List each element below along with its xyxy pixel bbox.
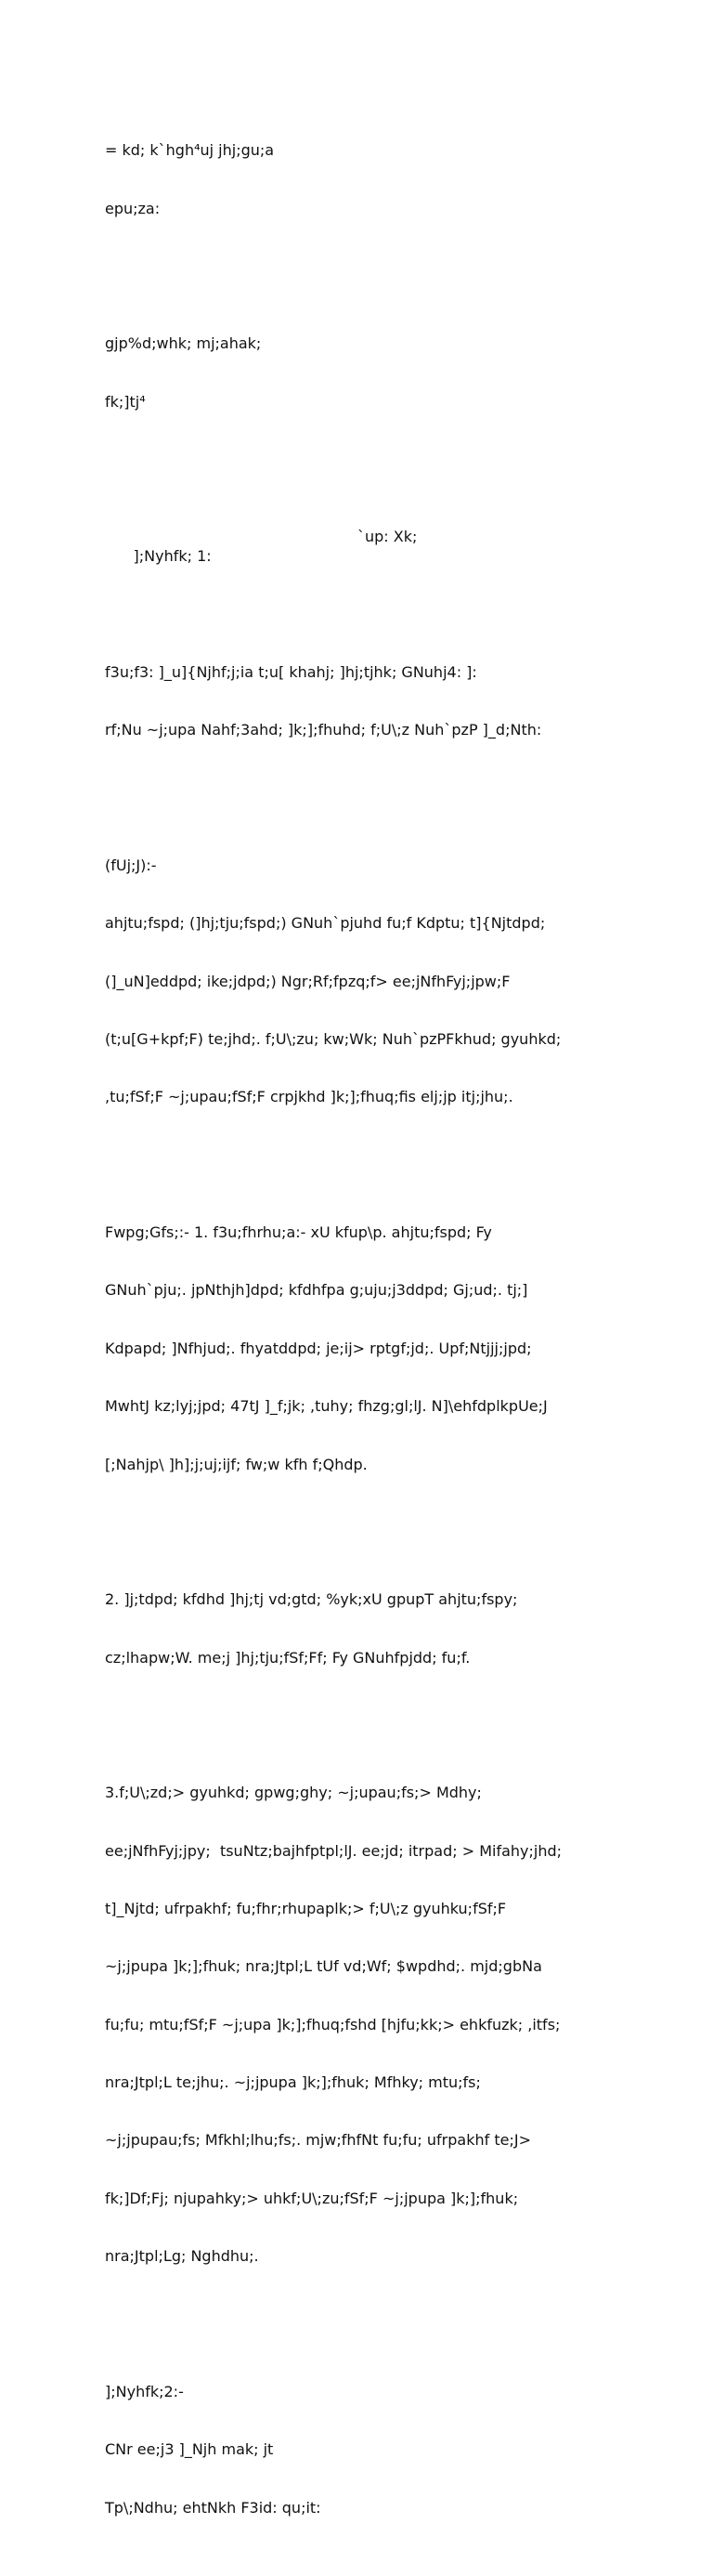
paragraph-gap xyxy=(105,779,625,799)
paragraph-gap xyxy=(105,1706,625,1726)
notes-line: MwhtJ kz;lyj;jpd; 47tJ ]_f;jk; ,tuhy; fhzg;gl;lJ. N]\ehfdplkpUe;J xyxy=(105,1397,548,1416)
verse-line: f3u;f3: ]_u]{Njhf;j;ia t;u[ khahj; ]hj;tjhk; GNuhj4: ]: xyxy=(105,662,477,681)
verse-line: Tp\;Ndhu; ehtNkh F3id: qu;it: xyxy=(105,2498,321,2517)
verse-number: ];Nyhfk; 1: xyxy=(133,547,212,566)
verse-heading xyxy=(105,528,625,566)
notes-line: nra;Jtpl;Lg; Nghdhu;. xyxy=(105,2247,259,2266)
verse-line: CNr ee;j3 ]_Njh mak; jt xyxy=(105,2440,274,2459)
paragraph-gap xyxy=(105,586,625,606)
meaning-line: (]_uN]eddpd; ike;jdpd;) Ngr;Rf;fpzq;f> ee;jNfhFyj;jpw;F xyxy=(105,972,511,990)
address-line: gjp%d;whk; mj;ahak; xyxy=(105,334,262,353)
notes-line: GNuh`pju;. jpNthjh]dpd; kfdhfpa g;uju;j3ddpd; Gj;ud;. tj;] xyxy=(105,1281,528,1300)
meaning-line: ,tu;fSf;F ~j;upau;fSf;F crpjkhd ]k;];fhuq;fis elj;jp itj;jhu;. xyxy=(105,1088,513,1106)
paragraph-gap xyxy=(105,1513,625,1533)
header-line: = kd; k`hgh⁴uj jhj;gu;a xyxy=(105,141,275,160)
notes-line: Fwpg;Gfs;:- 1. f3u;fhrhu;a:- xU kfup\p. ahjtu;fspd; Fy xyxy=(105,1223,492,1242)
notes-line: nra;Jtpl;L te;jhu;. ~j;jpupa ]k;];fhuk; Mfhky; mtu;fs; xyxy=(105,2073,481,2092)
paragraph-gap xyxy=(105,2306,625,2325)
meaning-line: (t;u[G+kpf;F) te;jhd;. f;U\;zu; kw;Wk; Nuh`pzPFkhud; gyuhkd; xyxy=(105,1030,562,1049)
notes-line: fk;]Df;Fj; njupahky;> uhkf;U\;zu;fSf;F ~j;jpupa ]k;];fhuk; xyxy=(105,2189,519,2207)
verse-line: rf;Nu ~j;upa Nahf;3ahd; ]k;];fhuhd; f;U\;z Nuh`pzP ]_d;Nth: xyxy=(105,721,542,739)
meaning-line: ahjtu;fspd; (]hj;tju;fspd;) GNuh`pjuhd fu;f Kdptu; t]{Njtdpd; xyxy=(105,914,546,933)
paragraph-gap xyxy=(105,451,625,470)
notes-line: 2. ]j;tdpd; kfdhd ]hj;tj vd;gtd; %yk;xU gpupT ahjtu;fspy; xyxy=(105,1590,518,1609)
verse-heading-2: ];Nyhfk;2:- xyxy=(105,2382,184,2400)
verse-meter: `up: Xk; xyxy=(357,528,418,546)
notes-line: fu;fu; mtu;fSf;F ~j;upa ]k;];fhuq;fshd [hjfu;kk;> ehkfuzk; ,itfs; xyxy=(105,2015,561,2033)
notes-line: ee;jNfhFyj;jpy; tsuNtz;bajhfptpl;lJ. ee;jd; itrpad; > Mifahy;jhd; xyxy=(105,1841,563,1860)
notes-line: cz;lhapw;W. me;j ]hj;tju;fSf;Ff; Fy GNuhfpjdd; fu;f. xyxy=(105,1648,471,1667)
paragraph-gap xyxy=(105,257,625,277)
paragraph-gap xyxy=(105,1146,625,1166)
document-text xyxy=(105,84,625,2576)
address-line: fk;]tj⁴ xyxy=(105,392,146,411)
notes-line: [;Nahjp\ ]h];j;uj;ijf; fw;w kfh f;Qhdp. xyxy=(105,1455,368,1473)
notes-line: ~j;jpupa ]k;];fhuk; nra;Jtpl;L tUf vd;Wf; $wpdhd;. mjd;gbNa xyxy=(105,1957,542,1976)
meaning-line: (fUj;J):- xyxy=(105,856,157,874)
header-line: epu;za: xyxy=(105,199,161,217)
notes-line: 3.f;U\;zd;> gyuhkd; gpwg;ghy; ~j;upau;fs;> Mdhy; xyxy=(105,1784,482,1802)
notes-line: Kdpapd; ]Nfhjud;. fhyatddpd; je;ij> rptgf;jd;. Upf;Ntjjj;jpd; xyxy=(105,1339,532,1357)
notes-line: ~j;jpupau;fs; Mfkhl;lhu;fs;. mjw;fhfNt fu;fu; ufrpakhf te;J> xyxy=(105,2131,531,2150)
notes-line: t]_Njtd; ufrpakhf; fu;fhr;rhupaplk;> f;U\;z gyuhku;fSf;F xyxy=(105,1899,507,1917)
